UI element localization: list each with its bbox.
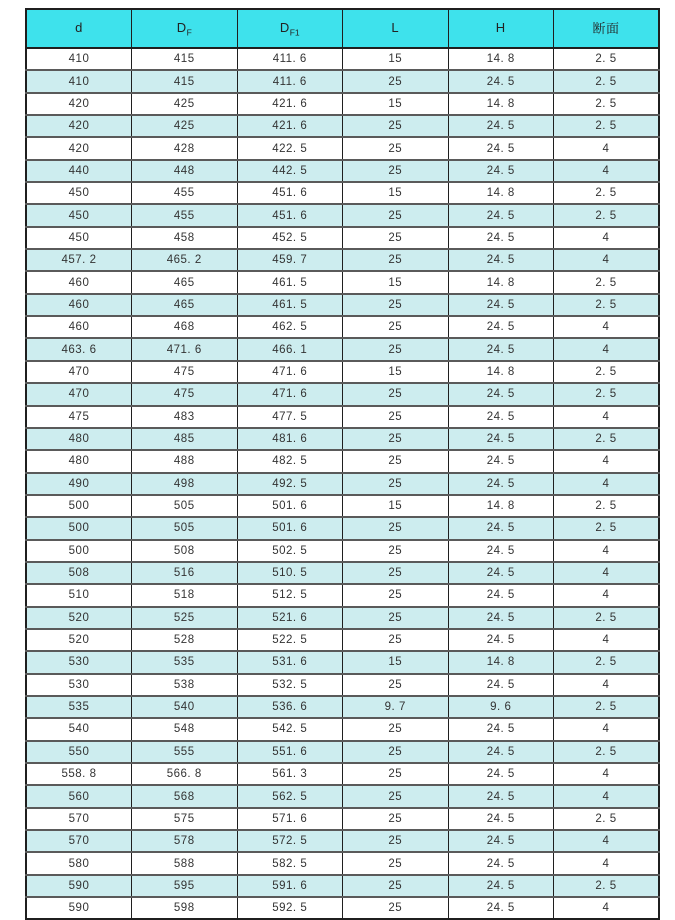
table-cell: 471. 6 [237,383,343,405]
table-row [26,674,659,696]
table-cell: 24. 5 [448,428,554,450]
table-cell: 25 [343,338,449,360]
table-cell: 475 [132,361,238,383]
table-cell: 4 [554,540,660,562]
table-cell: 25 [343,204,449,226]
table-cell: 536. 6 [237,696,343,718]
table-row [26,741,659,763]
table-cell: 24. 5 [448,540,554,562]
table-row [26,406,659,428]
table-row [26,316,659,338]
table-cell: 24. 5 [448,718,554,740]
table-cell: 505 [132,517,238,539]
table-cell: 14. 8 [448,495,554,517]
table-cell: 471. 6 [132,338,238,360]
table-cell: 568 [132,785,238,807]
table-cell: 570 [26,808,132,830]
col-header-df1-sub: F1 [289,27,300,38]
table-cell: 421. 6 [237,115,343,137]
table-cell: 24. 5 [448,70,554,92]
table-cell: 24. 5 [448,674,554,696]
table-cell: 461. 5 [237,294,343,316]
table-row [26,294,659,316]
table-row [26,540,659,562]
table-cell: 2. 5 [554,383,660,405]
table-cell: 4 [554,629,660,651]
table-cell: 24. 5 [448,316,554,338]
table-row [26,718,659,740]
table-cell: 500 [26,495,132,517]
table-cell: 24. 5 [448,830,554,852]
table-cell: 14. 8 [448,48,554,70]
table-cell: 530 [26,651,132,673]
table-cell: 25 [343,674,449,696]
table-cell: 580 [26,852,132,874]
table-cell: 428 [132,137,238,159]
table-cell: 25 [343,830,449,852]
table-cell: 25 [343,763,449,785]
table-cell: 4 [554,316,660,338]
table-row [26,607,659,629]
table-cell: 4 [554,763,660,785]
table-cell: 485 [132,428,238,450]
table-cell: 562. 5 [237,785,343,807]
table-cell: 4 [554,338,660,360]
table-cell: 477. 5 [237,406,343,428]
table-cell: 470 [26,361,132,383]
table-row [26,517,659,539]
table-cell: 590 [26,897,132,919]
table-cell: 558. 8 [26,763,132,785]
table-body [26,48,659,919]
table-cell: 24. 5 [448,517,554,539]
table-cell: 595 [132,875,238,897]
table-cell: 575 [132,808,238,830]
table-row [26,830,659,852]
table-cell: 25 [343,383,449,405]
table-row [26,785,659,807]
table-cell: 25 [343,316,449,338]
table-cell: 25 [343,249,449,271]
table-cell: 411. 6 [237,70,343,92]
table-cell: 24. 5 [448,227,554,249]
table-row [26,495,659,517]
table-cell: 578 [132,830,238,852]
table-row [26,115,659,137]
table-cell: 420 [26,137,132,159]
table-cell: 25 [343,450,449,472]
table-cell: 2. 5 [554,204,660,226]
table-cell: 516 [132,562,238,584]
table-cell: 548 [132,718,238,740]
table-row [26,897,659,919]
table-cell: 598 [132,897,238,919]
table-cell: 25 [343,562,449,584]
table-cell: 2. 5 [554,517,660,539]
table-cell: 461. 5 [237,271,343,293]
table-cell: 15 [343,361,449,383]
table-cell: 462. 5 [237,316,343,338]
table-cell: 25 [343,897,449,919]
col-header-df-label: D [176,19,187,35]
table-row [26,338,659,360]
table-cell: 4 [554,406,660,428]
table-cell: 492. 5 [237,473,343,495]
col-header-d [26,9,132,48]
table-cell: 24. 5 [448,562,554,584]
table-cell: 481. 6 [237,428,343,450]
table-cell: 488 [132,450,238,472]
table-cell: 465 [132,271,238,293]
table-row [26,696,659,718]
table-cell: 466. 1 [237,338,343,360]
table-row [26,93,659,115]
table-cell: 2. 5 [554,875,660,897]
table-cell: 24. 5 [448,785,554,807]
table-cell: 530 [26,674,132,696]
table-cell: 538 [132,674,238,696]
table-cell: 451. 6 [237,182,343,204]
table-cell: 25 [343,227,449,249]
table-cell: 25 [343,70,449,92]
table-cell: 415 [132,48,238,70]
table-cell: 422. 5 [237,137,343,159]
table-cell: 502. 5 [237,540,343,562]
table-cell: 25 [343,428,449,450]
table-row [26,227,659,249]
table-cell: 411. 6 [237,48,343,70]
table-cell: 2. 5 [554,271,660,293]
table-cell: 410 [26,70,132,92]
table-header [26,9,659,48]
table-row [26,584,659,606]
header-row [26,9,659,48]
table-cell: 4 [554,718,660,740]
table-cell: 410 [26,48,132,70]
table-cell: 490 [26,473,132,495]
table-row [26,249,659,271]
col-header-duanmian-label: 断面 [592,21,620,37]
table-cell: 540 [26,718,132,740]
table-cell: 483 [132,406,238,428]
table-cell: 571. 6 [237,808,343,830]
table-cell: 460 [26,316,132,338]
table-cell: 465. 2 [132,249,238,271]
table-cell: 525 [132,607,238,629]
table-row [26,808,659,830]
table-row [26,70,659,92]
table-cell: 582. 5 [237,852,343,874]
table-cell: 520 [26,629,132,651]
table-cell: 14. 8 [448,271,554,293]
table-cell: 508 [26,562,132,584]
table-cell: 24. 5 [448,584,554,606]
table-cell: 591. 6 [237,875,343,897]
table-cell: 425 [132,115,238,137]
table-cell: 4 [554,562,660,584]
table-cell: 451. 6 [237,204,343,226]
table-row [26,763,659,785]
table-cell: 25 [343,607,449,629]
table-cell: 25 [343,137,449,159]
table-cell: 15 [343,271,449,293]
table-cell: 4 [554,137,660,159]
table-cell: 24. 5 [448,383,554,405]
table-cell: 25 [343,294,449,316]
table-cell: 25 [343,517,449,539]
table-cell: 24. 5 [448,629,554,651]
table-cell: 500 [26,517,132,539]
table-row [26,182,659,204]
table-row [26,629,659,651]
table-cell: 24. 5 [448,115,554,137]
table-cell: 24. 5 [448,294,554,316]
table-row [26,383,659,405]
table-cell: 551. 6 [237,741,343,763]
table-cell: 4 [554,785,660,807]
table-cell: 501. 6 [237,495,343,517]
table-cell: 24. 5 [448,607,554,629]
table-row [26,160,659,182]
table-cell: 532. 5 [237,674,343,696]
table-cell: 15 [343,182,449,204]
table-cell: 452. 5 [237,227,343,249]
table-cell: 518 [132,584,238,606]
table-cell: 2. 5 [554,294,660,316]
table-cell: 24. 5 [448,875,554,897]
table-cell: 475 [132,383,238,405]
table-row [26,875,659,897]
table-cell: 25 [343,741,449,763]
table-cell: 508 [132,540,238,562]
col-header-df1-label: D [279,19,290,35]
table-cell: 520 [26,607,132,629]
table-cell: 2. 5 [554,70,660,92]
table-cell: 425 [132,93,238,115]
table-cell: 460 [26,294,132,316]
table-cell: 14. 8 [448,651,554,673]
table-row [26,428,659,450]
table-cell: 24. 5 [448,249,554,271]
table-cell: 590 [26,875,132,897]
table-cell: 4 [554,852,660,874]
table-cell: 460 [26,271,132,293]
table-cell: 572. 5 [237,830,343,852]
table-cell: 535 [26,696,132,718]
table-cell: 2. 5 [554,696,660,718]
table-cell: 25 [343,875,449,897]
col-header-df1 [237,9,343,48]
col-header-df-sub: F [186,27,192,38]
table-cell: 24. 5 [448,808,554,830]
table-cell: 540 [132,696,238,718]
table-cell: 531. 6 [237,651,343,673]
table-cell: 4 [554,450,660,472]
table-cell: 480 [26,428,132,450]
table-cell: 463. 6 [26,338,132,360]
table-cell: 510. 5 [237,562,343,584]
table-cell: 415 [132,70,238,92]
table-cell: 4 [554,897,660,919]
table-cell: 14. 8 [448,361,554,383]
table-cell: 555 [132,741,238,763]
table-row [26,361,659,383]
table-cell: 570 [26,830,132,852]
table-cell: 4 [554,674,660,696]
table-cell: 450 [26,227,132,249]
table-cell: 505 [132,495,238,517]
table-cell: 560 [26,785,132,807]
dimension-spec-table [25,8,660,920]
table-cell: 9. 6 [448,696,554,718]
table-row [26,137,659,159]
table-cell: 24. 5 [448,897,554,919]
table-cell: 542. 5 [237,718,343,740]
col-header-duanmian [554,9,660,48]
table-cell: 24. 5 [448,852,554,874]
table-cell: 2. 5 [554,741,660,763]
table-cell: 2. 5 [554,808,660,830]
table-cell: 480 [26,450,132,472]
table-cell: 500 [26,540,132,562]
table-cell: 15 [343,48,449,70]
table-cell: 25 [343,584,449,606]
table-cell: 528 [132,629,238,651]
table-cell: 501. 6 [237,517,343,539]
table-cell: 561. 3 [237,763,343,785]
table-cell: 2. 5 [554,651,660,673]
table-cell: 448 [132,160,238,182]
table-cell: 475 [26,406,132,428]
table-cell: 2. 5 [554,93,660,115]
table-cell: 2. 5 [554,495,660,517]
table-cell: 459. 7 [237,249,343,271]
table-cell: 24. 5 [448,763,554,785]
col-header-h-label: H [495,19,506,35]
table-cell: 24. 5 [448,450,554,472]
table-cell: 24. 5 [448,473,554,495]
table-cell: 25 [343,160,449,182]
table-cell: 450 [26,204,132,226]
table-cell: 25 [343,406,449,428]
table-cell: 440 [26,160,132,182]
table-cell: 4 [554,249,660,271]
table-cell: 535 [132,651,238,673]
table-cell: 14. 8 [448,93,554,115]
table-cell: 465 [132,294,238,316]
table-cell: 458 [132,227,238,249]
table-cell: 592. 5 [237,897,343,919]
table-cell: 2. 5 [554,115,660,137]
col-header-l [343,9,449,48]
table-cell: 24. 5 [448,160,554,182]
table-cell: 471. 6 [237,361,343,383]
table-cell: 4 [554,584,660,606]
table-cell: 455 [132,182,238,204]
table-cell: 24. 5 [448,137,554,159]
table-cell: 4 [554,830,660,852]
table-row [26,562,659,584]
table-cell: 24. 5 [448,338,554,360]
table-row [26,473,659,495]
table-cell: 2. 5 [554,428,660,450]
table-cell: 512. 5 [237,584,343,606]
table-cell: 4 [554,473,660,495]
table-cell: 588 [132,852,238,874]
table-cell: 2. 5 [554,361,660,383]
table-cell: 9. 7 [343,696,449,718]
col-header-df [132,9,238,48]
table-cell: 510 [26,584,132,606]
table-cell: 470 [26,383,132,405]
table-cell: 457. 2 [26,249,132,271]
table-cell: 566. 8 [132,763,238,785]
table-cell: 25 [343,629,449,651]
table-row [26,48,659,70]
table-cell: 468 [132,316,238,338]
table-cell: 14. 8 [448,182,554,204]
col-header-d-label: d [75,19,83,35]
table-cell: 24. 5 [448,204,554,226]
table-cell: 15 [343,651,449,673]
table-cell: 24. 5 [448,741,554,763]
table-cell: 550 [26,741,132,763]
table-row [26,204,659,226]
table-cell: 420 [26,93,132,115]
table-cell: 25 [343,115,449,137]
dimension-spec-table-wrap [25,8,660,920]
table-cell: 25 [343,718,449,740]
col-header-l-label: L [391,19,400,35]
table-cell: 15 [343,495,449,517]
table-cell: 25 [343,785,449,807]
table-cell: 420 [26,115,132,137]
table-cell: 25 [343,540,449,562]
table-row [26,852,659,874]
table-cell: 521. 6 [237,607,343,629]
table-cell: 450 [26,182,132,204]
table-cell: 442. 5 [237,160,343,182]
table-cell: 421. 6 [237,93,343,115]
table-cell: 24. 5 [448,406,554,428]
table-row [26,651,659,673]
table-cell: 25 [343,852,449,874]
table-cell: 4 [554,227,660,249]
table-row [26,271,659,293]
table-cell: 25 [343,473,449,495]
table-cell: 25 [343,808,449,830]
table-cell: 2. 5 [554,48,660,70]
table-cell: 455 [132,204,238,226]
table-cell: 522. 5 [237,629,343,651]
table-cell: 498 [132,473,238,495]
table-cell: 2. 5 [554,182,660,204]
table-cell: 4 [554,160,660,182]
table-cell: 482. 5 [237,450,343,472]
table-cell: 15 [343,93,449,115]
table-row [26,450,659,472]
col-header-h [448,9,554,48]
table-cell: 2. 5 [554,607,660,629]
